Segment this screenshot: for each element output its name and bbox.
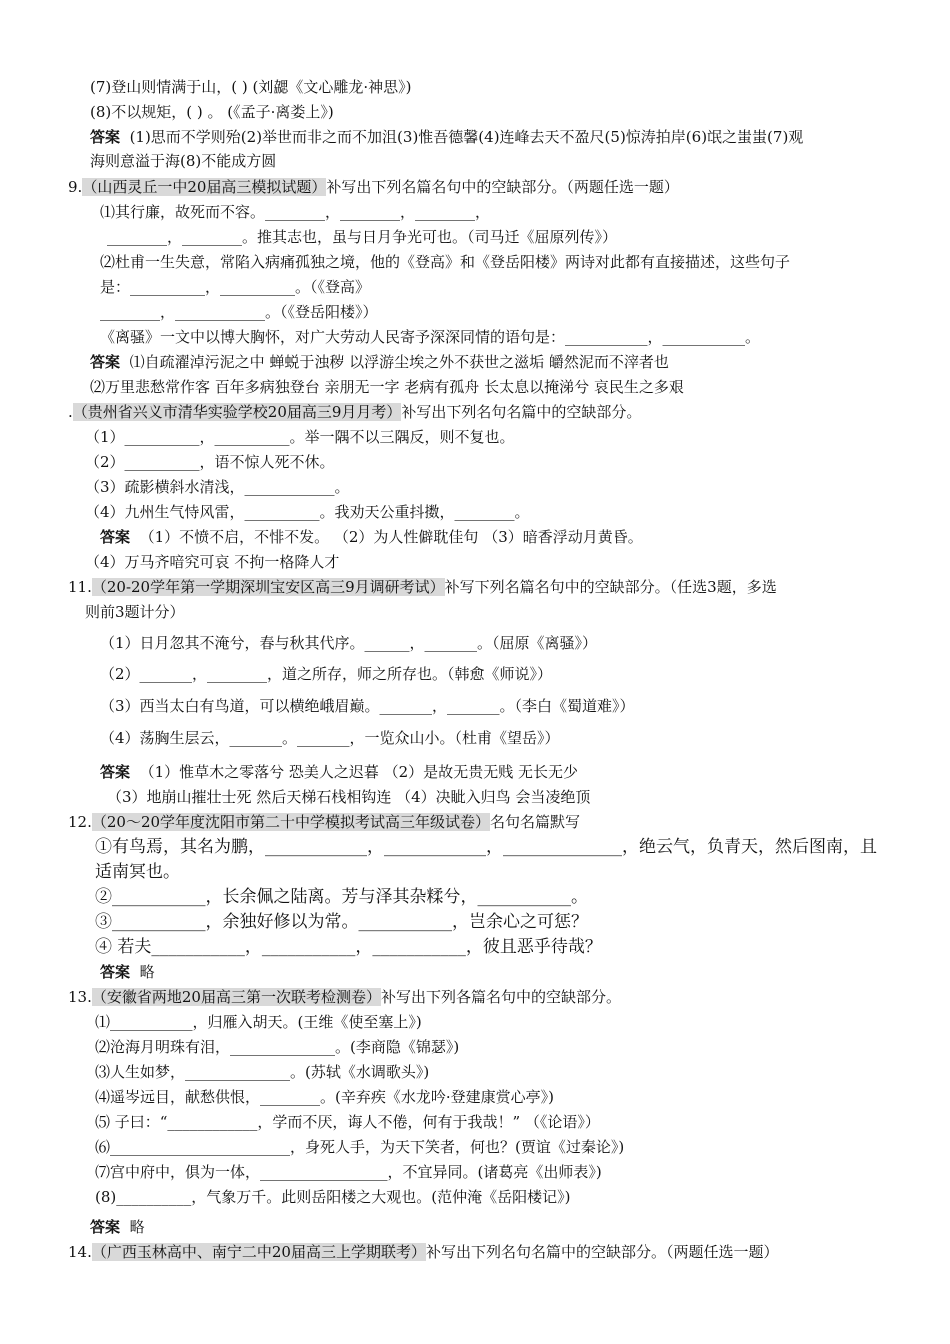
question-line: ⑷遥岑远目，献愁供恨，________。(辛弃疾《水龙吟·登建康赏心亭》) xyxy=(95,1088,554,1106)
question-line: ④ 若夫___________，___________，___________，彼且恶乎待哉？ xyxy=(95,937,602,957)
answer-text: （1）不愤不启，不悱不发。 （2）为人性僻耽佳句 （3）暗香浮动月黄昏。 xyxy=(139,528,643,546)
question-10-header xyxy=(68,402,641,422)
question-line: ⑺宫中府中，俱为一体，_________________，不宜异同。(诸葛亮《出师表》) xyxy=(95,1163,602,1181)
question-source: （安徽省两地20届高三第一次联考检测卷） xyxy=(91,988,381,1006)
answer-text-cont: （4）万马齐喑究可哀 不拘一格降人才 xyxy=(85,553,340,571)
question-line: 是：__________，__________。（《登高》 xyxy=(100,278,371,296)
question-line: ⑸ 子曰：“____________，学而不厌，诲人不倦，何有于我哉！” （《论语》） xyxy=(95,1113,600,1131)
question-line: （2）_______，________，道之所存，师之所存也。（韩愈《师说》） xyxy=(100,665,553,683)
answer-label: 答案 xyxy=(100,763,131,781)
question-line: ________，____________。（《登岳阳楼》） xyxy=(100,303,378,321)
line-item-7: (7)登山则情满于山，( ) (刘勰《文心雕龙·神思》) xyxy=(90,78,412,96)
question-instruction: 补写出下列各篇名句中的空缺部分。 xyxy=(380,988,621,1006)
answer-text: (1)思而不学则殆(2)举世而非之而不加沮(3)惟吾德馨(4)连峰去天不盈尺(5)惊涛拍岸(6)氓之蚩蚩(7)观 xyxy=(129,128,804,146)
answer-label: 答案 xyxy=(90,353,121,371)
question-source: （20～20学年度沈阳市第二十中学模拟考试高三年级试卷） xyxy=(91,813,491,831)
question-line: ②___________，长余佩之陆离。芳与泽其杂糅兮，___________。 xyxy=(95,887,588,907)
question-9-header xyxy=(68,177,679,197)
question-instruction: 名句名篇默写 xyxy=(490,813,581,831)
question-line: ⑴___________，归雁入胡天。(王维《使至塞上》) xyxy=(95,1013,422,1031)
question-line: （3）疏影横斜水清浅，____________。 xyxy=(85,478,350,496)
question-line: ⑵杜甫一生失意，常陷入病痛孤独之境，他的《登高》和《登岳阳楼》两诗对此都有直接描述，这些句子 xyxy=(100,253,791,271)
question-14-header xyxy=(68,1242,778,1262)
answer-label: 答案 xyxy=(100,963,131,981)
question-instruction: 补写出下列名篇名句中的空缺部分。（两题任选一题） xyxy=(326,178,679,196)
question-source: （20-20学年第一学期深圳宝安区高三9月调研考试） xyxy=(91,578,445,596)
question-source: （贵州省兴义市清华实验学校20届高三9月月考） xyxy=(72,403,402,421)
answer-text: 略 xyxy=(139,963,155,981)
question-line: ⑴其行廉，故死而不容。________，________，________， xyxy=(100,203,491,221)
answer-label: 答案 xyxy=(90,1218,121,1236)
question-11-header xyxy=(68,577,777,597)
answer-text-cont: （3）地崩山摧壮士死 然后天梯石栈相钩连 （4）决眦入归鸟 会当凌绝顶 xyxy=(107,788,591,806)
question-source: （山西灵丘一中20届高三模拟试题） xyxy=(82,178,327,196)
question-12-header xyxy=(68,812,580,832)
question-line: 适南冥也。 xyxy=(95,862,180,882)
question-instruction: 补写出下列名句名篇中的空缺部分。（两题任选一题） xyxy=(425,1243,779,1261)
answer-label: 答案 xyxy=(90,128,121,146)
question-number: 11. xyxy=(68,578,92,596)
answer-line xyxy=(100,962,155,982)
question-number: 13. xyxy=(68,988,92,1006)
question-line: （3）西当太白有鸟道，可以横绝峨眉巅。_______，_______。（李白《蜀道难》） xyxy=(100,697,635,715)
answer-line xyxy=(100,762,578,782)
question-line: （4）九州生气恃风雷，__________。我劝天公重抖擞，________。 xyxy=(85,503,530,521)
answer-text: ⑴自疏濯淖污泥之中 蝉蜕于浊秽 以浮游尘埃之外不获世之滋垢 皭然泥而不滓者也 xyxy=(129,353,669,371)
question-instruction-cont: 则前3题计分） xyxy=(85,603,185,621)
question-number: 14. xyxy=(68,1243,92,1261)
answer-text: （1）惟草木之零落兮 恐美人之迟暮 （2）是故无贵无贱 无长无少 xyxy=(139,763,578,781)
question-line: ________，________。推其志也，虽与日月争光可也。（司马迁《屈原列传》） xyxy=(107,228,618,246)
answer-text-cont: 海则意溢于海(8)不能成方圆 xyxy=(90,152,277,170)
question-line: ⑶人生如梦，______________。(苏轼《水调歌头》) xyxy=(95,1063,430,1081)
question-number: 12. xyxy=(68,813,92,831)
answer-line xyxy=(100,527,643,547)
question-number: 9. xyxy=(68,178,83,196)
question-13-header xyxy=(68,987,621,1007)
question-number: . xyxy=(68,403,73,421)
answer-line xyxy=(90,127,803,147)
question-line: ⑵沧海月明珠有泪，______________。(李商隐《锦瑟》) xyxy=(95,1038,460,1056)
answer-label: 答案 xyxy=(100,528,131,546)
answer-line xyxy=(90,1217,145,1237)
answer-line xyxy=(90,352,669,372)
answer-text-cont: ⑵万里悲愁常作客 百年多病独登台 亲朋无一字 老病有孤舟 长太息以掩涕兮 哀民生之多艰 xyxy=(90,378,684,396)
answer-text: 略 xyxy=(129,1218,145,1236)
question-line: ③___________，余独好修以为常。___________，岂余心之可惩？ xyxy=(95,912,588,932)
question-instruction: 补写出下列名句名篇中的空缺部分。 xyxy=(401,403,642,421)
question-line: 《离骚》一文中以博大胸怀，对广大劳动人民寄予深深同情的语句是：___________，___________。 xyxy=(100,328,761,346)
question-source: （广西玉林高中、南宁二中20届高三上学期联考） xyxy=(91,1243,426,1261)
question-line: ⑹________________________，身死人手，为天下笑者，何也？(贾谊《过秦论》) xyxy=(95,1138,625,1156)
question-instruction: 补写下列名篇名句中的空缺部分。（任选3题，多选 xyxy=(444,578,777,596)
question-line: （1）日月忽其不淹兮，春与秋其代序。______，_______。（屈原《离骚》） xyxy=(100,634,598,652)
question-line: ①有鸟焉，其名为鹏，____________，____________，______________，绝云气，负青天，然后图南，且 xyxy=(95,837,877,857)
question-line: （4）荡胸生层云，_______。_______，一览众山小。（杜甫《望岳》） xyxy=(100,729,560,747)
question-line: （1）__________，__________。举一隅不以三隅反，则不复也。 xyxy=(85,428,515,446)
question-line: (8)__________，气象万千。此则岳阳楼之大观也。(范仲淹《岳阳楼记》) xyxy=(95,1188,571,1206)
line-item-8: (8)不以规矩，( ) 。 (《孟子·离娄上》) xyxy=(90,103,334,121)
question-line: （2）__________，语不惊人死不休。 xyxy=(85,453,335,471)
